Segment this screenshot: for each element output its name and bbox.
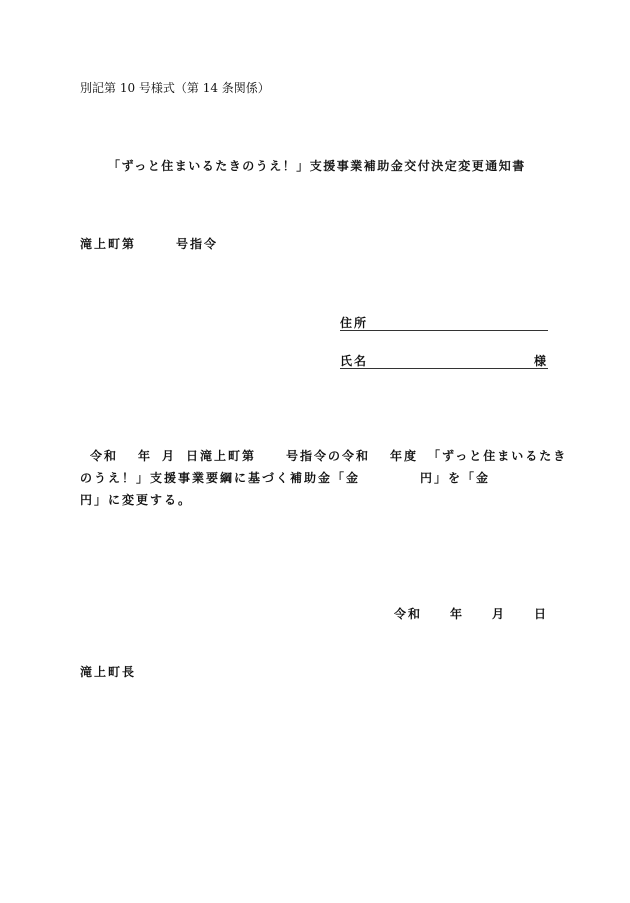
- body-line-3: 円」に変更する。: [80, 493, 193, 507]
- body-year: 年: [138, 449, 151, 463]
- body-line-2: のうえ！」支援事業要綱に基づく補助金「金: [80, 471, 361, 485]
- body-program-start: 「ずっと住まいるたき: [428, 449, 568, 463]
- date-era: 令和: [394, 607, 423, 621]
- doc-number-prefix: 滝上町第: [80, 237, 137, 251]
- document-title: 「ずっと住まいるたきのうえ！」支援事業補助金交付決定変更通知書: [108, 159, 526, 173]
- body-day-ref: 日滝上町第: [186, 449, 257, 463]
- issuer: 滝上町長: [80, 665, 137, 679]
- address-field: [340, 314, 548, 331]
- form-reference: 別記第 10 号様式（第 14 条関係）: [80, 81, 270, 95]
- body-fiscal-year: 年度: [390, 449, 419, 463]
- date-month: 月: [492, 607, 505, 621]
- date-year: 年: [450, 607, 463, 621]
- doc-number-suffix: 号指令: [176, 237, 219, 251]
- name-label: 氏名: [340, 354, 369, 368]
- date-day: 日: [534, 607, 547, 621]
- body-era: 令和: [90, 449, 119, 463]
- body-change: 円」を「金: [420, 471, 491, 485]
- name-field: [340, 352, 548, 369]
- body-order: 号指令の令和: [286, 449, 371, 463]
- body-month: 月: [162, 449, 175, 463]
- address-label: 住所: [340, 316, 369, 330]
- honorific: 様: [533, 354, 546, 368]
